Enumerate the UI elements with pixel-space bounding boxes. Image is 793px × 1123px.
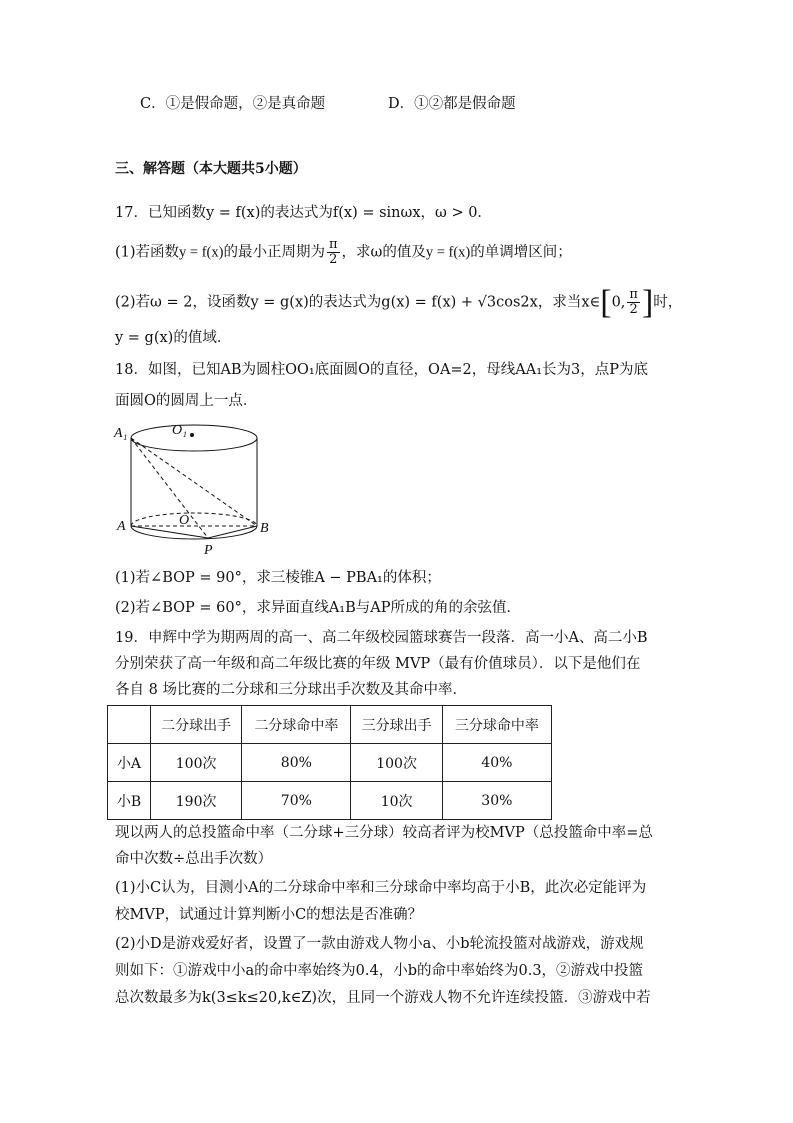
q17-part1-text-b: 的最小正周期为 (223, 244, 325, 261)
label-a1: A₁ (114, 426, 128, 441)
q17-interval-den: 2 (629, 302, 638, 317)
q17-fx-a: y = f(x) (179, 244, 224, 261)
q18-line2: 面圆O的圆周上一点． (115, 393, 258, 409)
table-header-cell: 三分球命中率 (442, 706, 551, 744)
table-cell: 小B (108, 782, 151, 820)
q17-fx-b: y = f(x) (425, 244, 471, 261)
q17-part1-text-c: ，求ω的值及 (341, 244, 426, 261)
table-header-cell: 二分球命中率 (242, 706, 351, 744)
table-cell: 10次 (351, 782, 442, 820)
table-cell: 40% (442, 744, 551, 782)
table-row (108, 744, 552, 782)
table-cell: 30% (442, 782, 551, 820)
q19-after1: 现以两人的总投篮命中率（二分球+三分球）较高者评为校MVP（总投篮命中率=总 (115, 825, 653, 841)
q17-part2-text-a: (2)若ω = 2，设函数y = g(x)的表达式为g(x) = f(x) + √3cos2x，求当x∈ (115, 294, 601, 311)
table-header-cell: 三分球出手 (351, 706, 442, 744)
top-ellipse (131, 425, 257, 451)
q19-part2-line3: 总次数最多为k(3≤k≤20,k∈Z)次，且同一个游戏人物不允许连续投篮．③游戏中若 (115, 990, 651, 1006)
q18-part2: (2)若∠BOP = 60°，求异面直线A₁B与AP所成的角的余弦值． (115, 600, 521, 616)
q19-line1: 19．申辉中学为期两周的高一、高二年级校园篮球赛告一段落．高一小A、高二小B (115, 630, 648, 646)
q17-part2 (115, 283, 683, 321)
table-header-cell: 二分球出手 (151, 706, 242, 744)
left-bracket-icon: [ (600, 283, 612, 321)
table-cell: 100次 (351, 744, 442, 782)
q19-part1-line1: (1)小C认为，目测小A的二分球命中率和三分球命中率均高于小B，此次必定能评为 (115, 880, 647, 896)
section-title: 三、解答题（本大题共5小题） (115, 161, 307, 177)
label-o: O (179, 513, 190, 528)
q19-part1-line2: 校MVP，试通过计算判断小C的想法是否准确？ (115, 907, 423, 923)
segment-a1p (131, 438, 208, 538)
shooting-stats-table (107, 705, 552, 820)
table-header-row (108, 706, 552, 744)
table-cell: 80% (242, 744, 351, 782)
q17-part1 (115, 238, 572, 267)
q17-frac-num: π (328, 237, 338, 252)
q19-part2-line1: (2)小D是游戏爱好者，设置了一款由游戏人物小a、小b轮流投篮对战游戏，游戏规 (115, 936, 644, 952)
table-row (108, 782, 552, 820)
table-cell: 100次 (151, 744, 242, 782)
table-cell: 70% (242, 782, 351, 820)
label-b: B (260, 521, 269, 536)
q17-interval-num: π (629, 287, 638, 302)
option-d: D．①②都是假命题 (388, 96, 516, 112)
right-bracket-icon: ] (641, 283, 654, 321)
bottom-front-arc (131, 526, 257, 539)
table-cell: 190次 (151, 782, 242, 820)
bottom-back-arc (131, 513, 257, 526)
cylinder-figure (112, 410, 272, 560)
q17-fraction (327, 238, 340, 267)
label-a: A (117, 519, 126, 534)
label-o1: O₁ (172, 423, 187, 438)
q19-after2: 命中次数÷总出手次数） (115, 851, 273, 867)
q19-part2-line2: 则如下：①游戏中小a的命中率始终为0.4，小b的命中率始终为0.3，②游戏中投篮 (115, 963, 644, 979)
segment-ap (131, 526, 208, 538)
q17-part2-cont: y = g(x)的值域． (115, 330, 232, 346)
q17-frac-den: 2 (329, 252, 338, 267)
q17-interval-fraction (627, 288, 640, 317)
table-cell: 小A (108, 744, 151, 782)
q17-part2-text-b: 时， (653, 294, 683, 311)
q18-line1: 18．如图，已知AB为圆柱OO₁底面圆O的直径，OA=2，母线AA₁长为3，点P为底 (115, 362, 649, 378)
label-p: P (204, 543, 213, 558)
q17-stem: 17．已知函数y = f(x)的表达式为f(x) = sinωx，ω > 0． (115, 205, 492, 221)
q17-part1-text-d: 的单调增区间； (470, 244, 572, 261)
q19-line2: 分别荣获了高一年级和高二年级比赛的年级 MVP（最有价值球员）．以下是他们在 (115, 656, 641, 672)
q17-part1-text-a: (1)若函数 (115, 244, 180, 261)
o1-dot (190, 433, 194, 437)
q19-line3: 各自 8 场比赛的二分球和三分球出手次数及其命中率． (115, 682, 467, 698)
option-c: C．①是假命题，②是真命题 (140, 96, 326, 112)
table-header-cell (108, 706, 151, 744)
q18-part1: (1)若∠BOP = 90°，求三棱锥A − PBA₁的体积； (115, 570, 441, 586)
q17-interval-start: 0, (611, 294, 626, 311)
